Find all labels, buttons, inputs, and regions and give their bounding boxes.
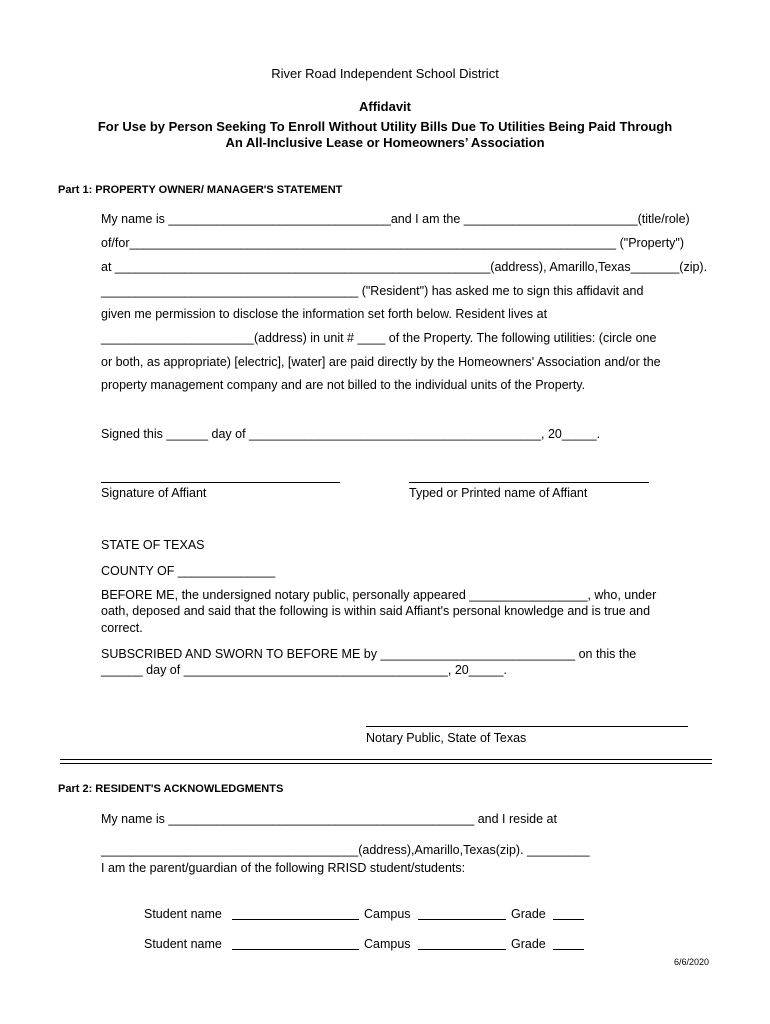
student-name-label: Student name [144,937,222,951]
state-of-texas: STATE OF TEXAS [101,538,205,552]
notary-public-label: Notary Public, State of Texas [366,731,527,745]
part2-name-line: My name is ____________________________________________ and I reside at [101,812,557,826]
campus-label: Campus [364,907,411,921]
campus-field [418,949,506,950]
before-me-line3: correct. [101,621,143,635]
part1-address-line: at ______________________________________________________(address), Amarillo,Texas_______(zip). [101,260,708,274]
part1-billing-line: property management company and are not billed to the individual units of the Property. [101,378,586,392]
part1-heading: Part 1: PROPERTY OWNER/ MANAGER'S STATEMENT [58,184,343,196]
part1-resident-line: _____________________________________ ("Resident") has asked me to sign this affidavit and [101,284,644,298]
part1-utilities-line: or both, as appropriate) [electric], [water] are paid directly by the Homeowners' Association and/or the [101,355,661,369]
subscribed-line2: ______ day of ______________________________________, 20_____. [101,663,507,677]
before-me-line2: oath, deposed and said that the following is within said Affiant's personal knowledge and is true and [101,604,651,618]
student-name-field [232,919,359,920]
campus-field [418,919,506,920]
grade-label: Grade [511,937,546,951]
section-divider [60,759,712,764]
signed-date-line: Signed this ______ day of __________________________________________, 20_____. [101,427,601,441]
printed-name-label: Typed or Printed name of Affiant [409,486,588,500]
revision-date: 6/6/2020 [674,957,710,967]
before-me-line1: BEFORE ME, the undersigned notary public, personally appeared _________________, who, under [101,588,657,602]
district-name: River Road Independent School District [271,66,499,81]
document-subtitle-line2: An All-Inclusive Lease or Homeowners’ Association [225,135,545,150]
part1-permission-line: given me permission to disclose the information set forth below. Resident lives at [101,307,548,321]
part1-name-line: My name is ________________________________and I am the _________________________(title/role) [101,212,690,226]
grade-label: Grade [511,907,546,921]
part1-unit-line: ______________________(address) in unit # ____ of the Property. The following utilities: (circle one [101,331,657,345]
affiant-signature-line [101,482,340,483]
part1-property-line: of/for______________________________________________________________________ ("Property") [101,236,685,250]
part2-guardian-line: I am the parent/guardian of the following RRISD student/students: [101,861,466,875]
part2-heading: Part 2: RESIDENT'S ACKNOWLEDGMENTS [58,783,284,795]
document-subtitle-line1: For Use by Person Seeking To Enroll Without Utility Bills Due To Utilities Being Paid Through [97,119,673,134]
part2-address-line: _____________________________________(address),Amarillo,Texas(zip). _________ [101,843,590,857]
notary-signature-line [366,726,688,727]
campus-label: Campus [364,937,411,951]
county-line: COUNTY OF ______________ [101,564,276,578]
document-title: Affidavit [359,99,411,114]
grade-field [553,949,584,950]
affiant-printed-name-line [409,482,649,483]
student-name-field [232,949,359,950]
subscribed-line1: SUBSCRIBED AND SWORN TO BEFORE ME by ____________________________ on this the [101,647,637,661]
signature-of-affiant-label: Signature of Affiant [101,486,207,500]
student-name-label: Student name [144,907,222,921]
grade-field [553,919,584,920]
